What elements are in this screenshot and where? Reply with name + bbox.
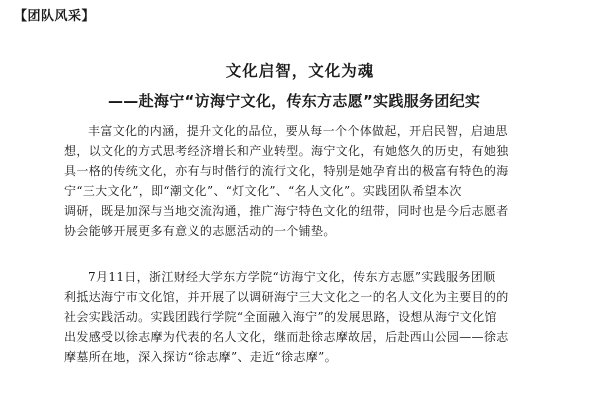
paragraph-line: 协会能够开展更多有意义的志愿活动的一个铺垫。 xyxy=(64,224,336,238)
paragraph-line: 利抵达海宁市文化馆，并开展了以调研海宁三大文化之一的名人文化为主要目的的 xyxy=(64,290,509,304)
paragraph-line: 出发感受以徐志摩为代表的名人文化，继而赴徐志摩故居，后赴西山公园——徐志 xyxy=(64,330,509,344)
paragraph-line: 宁“三大文化”，即“潮文化”、“灯文化”、“名人文化”。实践团队希望本次 xyxy=(64,184,462,198)
paragraph-line: 调研，既是加深与当地交流沟通，推广海宁特色文化的纽带，同时也是今后志愿者 xyxy=(64,204,509,218)
section-tag: 【团队风采】 xyxy=(14,9,96,24)
paragraph-1 xyxy=(64,121,540,241)
paragraph-line: 丰富文化的内涵，提升文化的品位，要从每一个个体做起，开启民智，启迪思 xyxy=(88,124,508,138)
paragraph-line: 7月11日，浙江财经大学东方学院“访海宁文化，传东方志愿”实践服务团顺 xyxy=(88,270,496,284)
paragraph-line: 摩墓所在地，深入探访“徐志摩”、走近“徐志摩”。 xyxy=(64,350,337,364)
paragraph-2 xyxy=(64,267,540,367)
article-title: 文化启智，文化为魂 xyxy=(225,62,375,80)
paragraph-line: 具一格的传统文化，亦有与时偕行的流行文化，特别是她孕育出的极富有特色的海 xyxy=(64,164,509,178)
article-subtitle: ——赴海宁“访海宁文化，传东方志愿”实践服务团纪实 xyxy=(108,92,481,110)
paragraph-line: 想，以文化的方式思考经济增长和产业转型。海宁文化，有她悠久的历史，有她独 xyxy=(64,144,509,158)
paragraph-line: 社会实践活动。实践团践行学院“全面融入海宁”的发展思路，设想从海宁文化馆 xyxy=(64,310,497,324)
